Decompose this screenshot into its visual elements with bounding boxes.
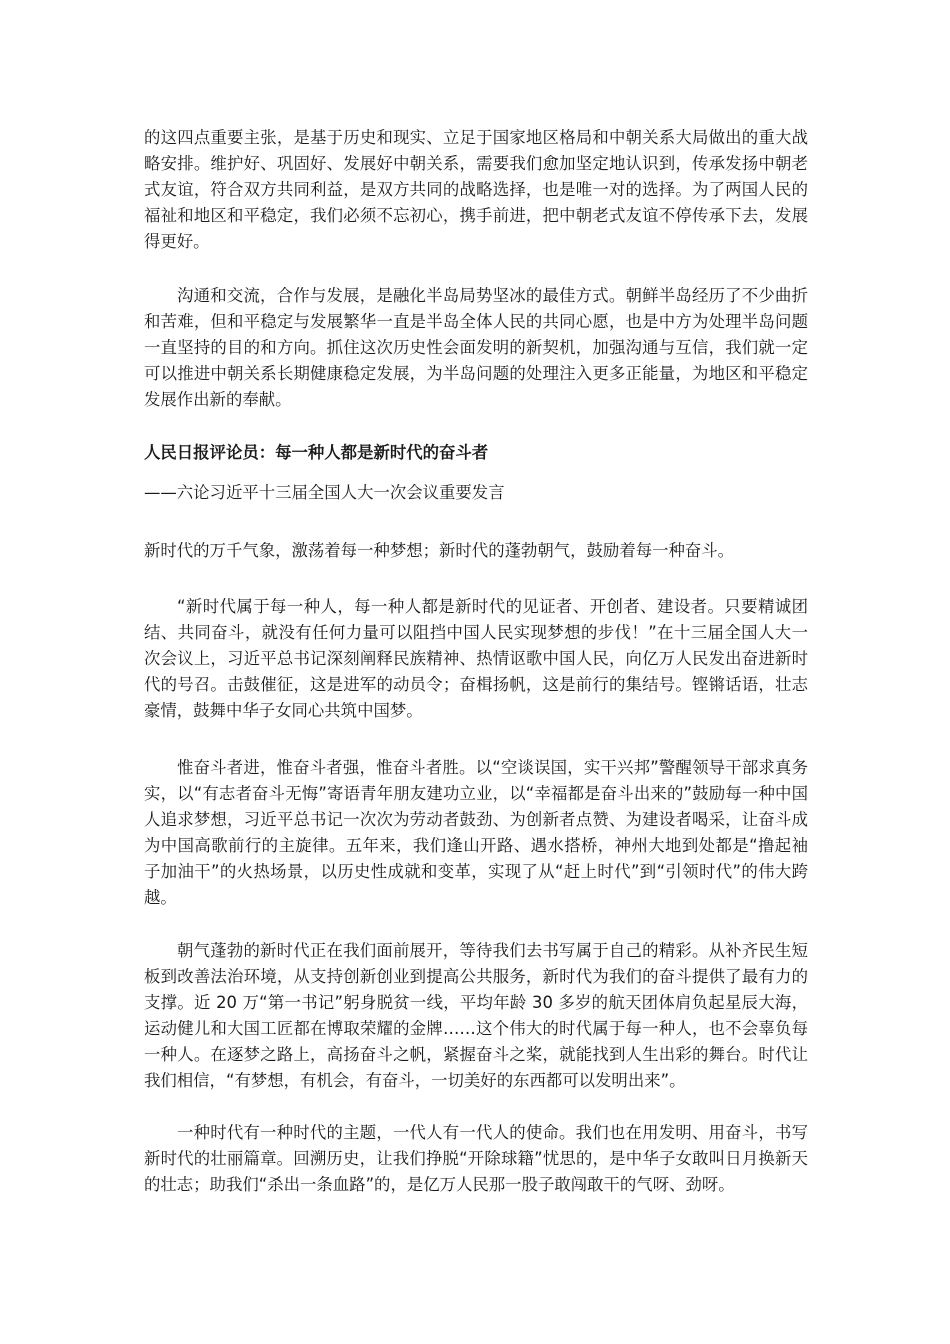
article-paragraph-2: 惟奋斗者进，惟奋斗者强，惟奋斗者胜。以“空谈误国，实干兴邦”警醒领导干部求真务实，以“有志者奋斗无悔”寄语青年朋友建功立业，以“幸福都是奋斗出来的”鼓励每一种中国人追求梦想，习近平总书记一次次为劳动者鼓劲、为创新者点赞、为建设者喝采，让奋斗成为中国高歌前行的主旋律。五年来，我们逢山开路、遇水搭桥，神州大地到处都是“撸起袖子加油干”的火热场景，以历史性成就和变革，实现了从“赶上时代”到“引领时代”的伟大跨越。 (144, 758, 808, 907)
article-paragraph-3: 朝气蓬勃的新时代正在我们面前展开，等待我们去书写属于自己的精彩。从补齐民生短板到改善法治环境，从支持创新创业到提高公共服务，新时代为我们的奋斗提供了最有力的支撑。近 20 万“第一书记”躬身脱贫一线，平均年龄 30 多岁的航天团体肩负起星辰大海，运动健儿和大国工匠都在博取荣耀的金牌……这个伟大的时代属于每一种人，也不会辜负每一种人。在逐梦之路上，高扬奋斗之帆，紧握奋斗之桨，就能找到人生出彩的舞台。时代让我们相信，“有梦想，有机会，有奋斗，一切美好的东西都可以发明出来”。 (144, 941, 808, 1090)
article-title: 人民日报评论员：每一种人都是新时代的奋斗者 (144, 443, 489, 462)
paragraph-intro-continued: 的这四点重要主张，是基于历史和现实、立足于国家地区格局和中朝关系大局做出的重大战略安排。维护好、巩固好、发展好中朝关系，需要我们愈加坚定地认识到，传承发扬中朝老式友谊，符合双方共同利益，是双方共同的战略选择，也是唯一对的选择。为了两国人民的福祉和地区和平稳定，我们必须不忘初心，携手前进，把中朝老式友谊不停传承下去，发展得更好。 (144, 128, 808, 251)
article-subtitle: ——六论习近平十三届全国人大一次会议重要发言 (144, 483, 505, 502)
paragraph-communication: 沟通和交流，合作与发展，是融化半岛局势坚冰的最佳方式。朝鲜半岛经历了不少曲折和苦难，但和平稳定与发展繁华一直是半岛全体人民的共同心愿，也是中方为处理半岛问题一直坚持的目的和方向。抓住这次历史性会面发明的新契机，加强沟通与互信，我们就一定可以推进中朝关系长期健康稳定发展，为半岛问题的处理注入更多正能量，为地区和平稳定发展作出新的奉献。 (144, 286, 808, 409)
article-lead: 新时代的万千气象，激荡着每一种梦想；新时代的蓬勃朝气，鼓励着每一种奋斗。 (144, 541, 735, 560)
article-paragraph-4: 一种时代有一种时代的主题，一代人有一代人的使命。我们也在用发明、用奋斗，书写新时代的壮丽篇章。回溯历史，让我们挣脱“开除球籍”忧思的，是中华子女敢叫日月换新天的壮志；助我们“杀出一条血路”的，是亿万人民那一股子敢闯敢干的气呀、劲呀。 (144, 1123, 808, 1194)
article-paragraph-1: “新时代属于每一种人，每一种人都是新时代的见证者、开创者、建设者。只要精诚团结、共同奋斗，就没有任何力量可以阻挡中国人民实现梦想的步伐！”在十三届全国人大一次会议上，习近平总书记深刻阐释民族精神、热情讴歌中国人民，向亿万人民发出奋进新时代的号召。击鼓催征，这是进军的动员令；奋楫扬帆，这是前行的集结号。铿锵话语，壮志豪情，鼓舞中华子女同心共筑中国梦。 (144, 597, 808, 720)
